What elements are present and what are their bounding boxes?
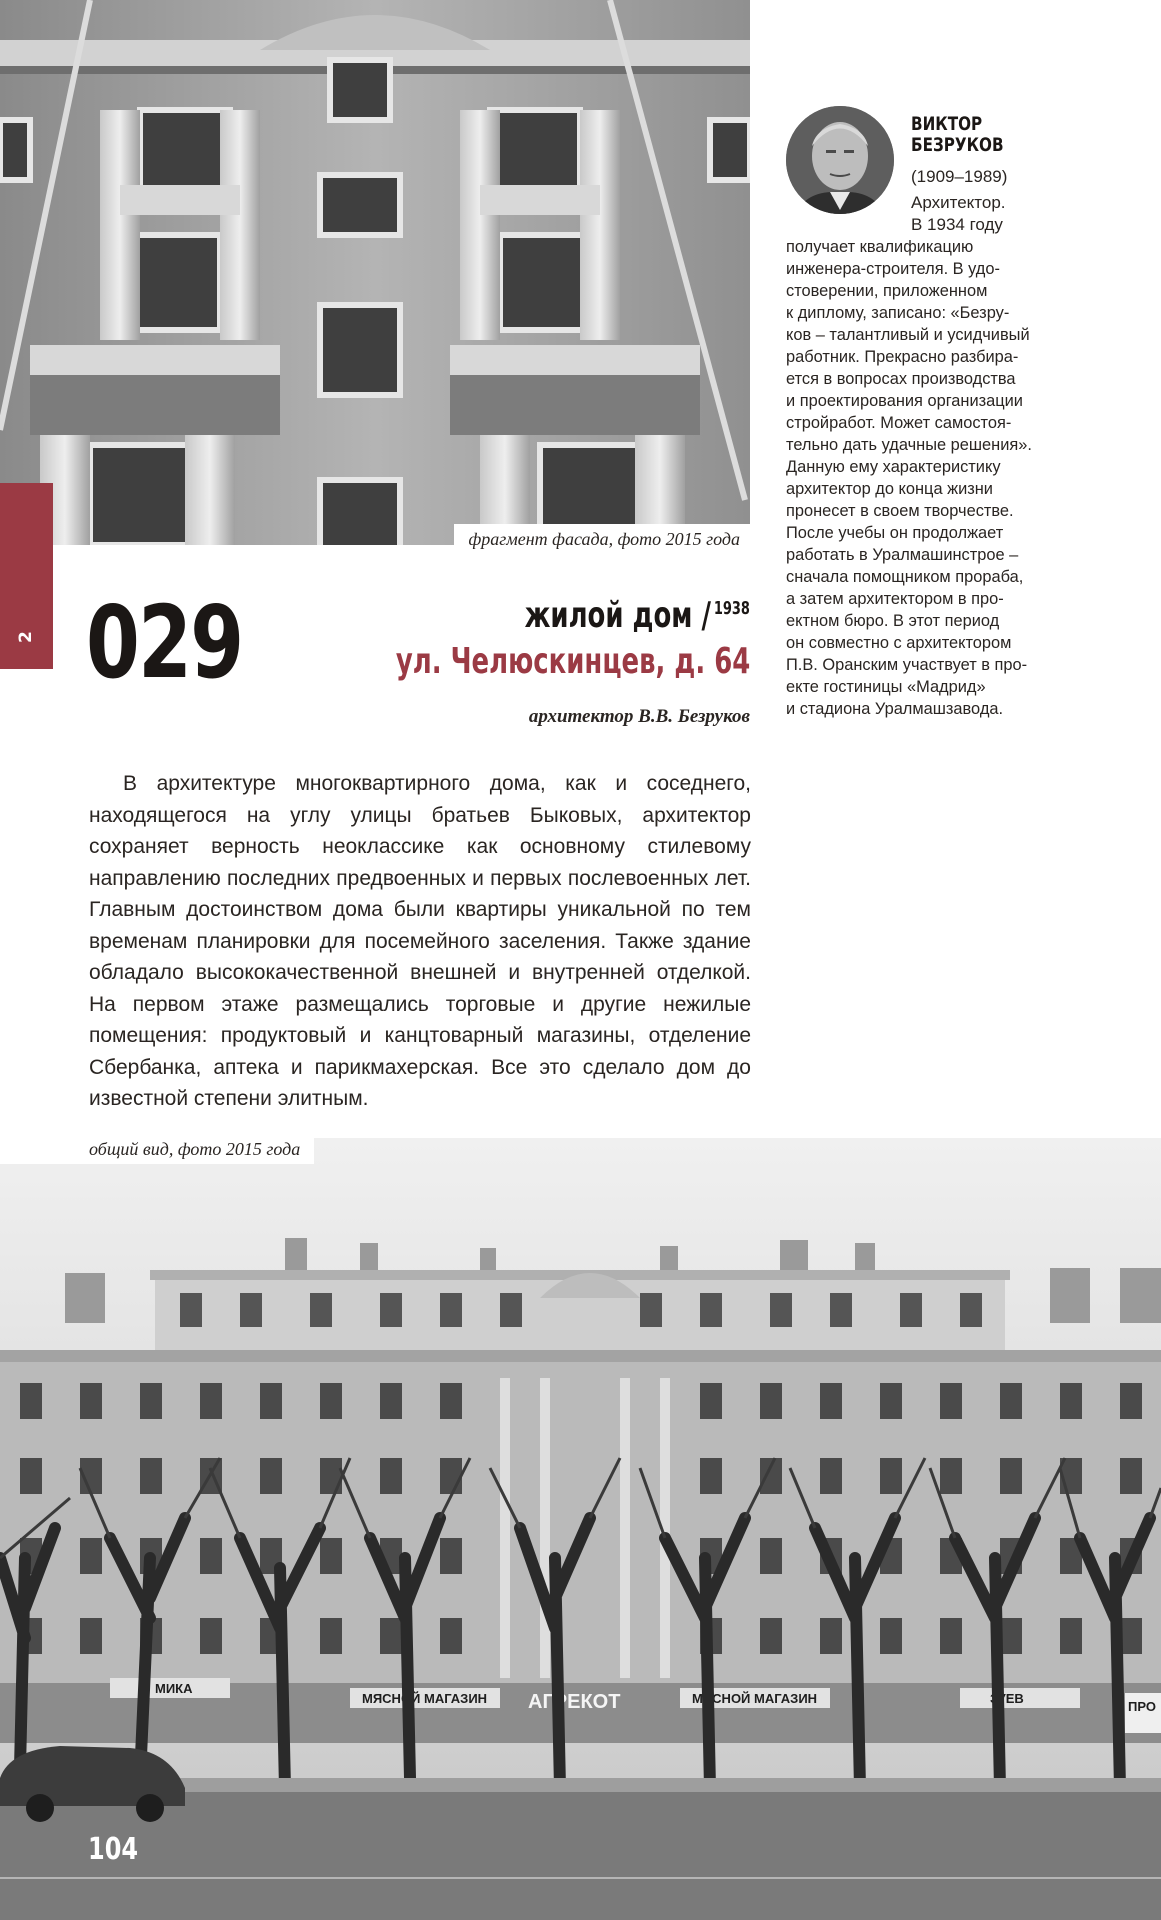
- entry-address: ул. Челюскинцев, д. 64: [395, 641, 750, 682]
- entry-body-text: В архитектуре многоквартирного дома, как и соседнего, находящегося на углу улицы братьев Быковых, архитектор сохраняет верность неоклассике как основному стилевому направлению последних предвоенных и первых послевоенных лет. Главным достоинством дома были квартиры уникальной по тем временам планировки для посемейного заселения. Также здание обладало высококачественной внешней и внутренней отделкой. На первом этаже размещались торговые и другие нежилые помещения: продуктовый и канцтоварный магазины, отделение Сбербанка, аптека и парикмахерская. Все это сделало дом до известной степени элитным.: [89, 772, 751, 1110]
- page-number: 104: [88, 1832, 139, 1867]
- storefront-sign: МЯСНОЙ МАГАЗИН: [692, 1691, 818, 1706]
- biography-last-name: БЕЗРУКОВ: [911, 134, 1004, 156]
- entry-title: [525, 596, 750, 636]
- biography-name: [911, 114, 1004, 156]
- storefront-sign: ПРО: [1128, 1699, 1156, 1714]
- storefront-sign: АГРЕКОТ: [528, 1691, 621, 1713]
- general-view-photo: [0, 1138, 1161, 1920]
- biography-first-name: ВИКТОР: [911, 113, 983, 135]
- biography-intro: [911, 192, 1006, 236]
- chapter-tab-number: 2: [16, 631, 36, 643]
- entry-title-text: жилой дом /: [524, 595, 712, 636]
- architect-portrait: [786, 106, 894, 214]
- biography-text: получает квалификацию инженера-строителя. В удо- стоверении, приложенном к диплому, записано: «Безру- ков – талантливый и усидчивый работник. Прекрасно разбира- ется в вопросах производства и проектирования организации стройработ. Может самостоя- тельно дать удачные решения». Данную ему характеристику архитектор до конца жизни пронесет в своем творчестве. После учебы он продолжает работать в Уралмашинстрое – сначала помощником прораба, а затем архитектором в про- ектном бюро. В этот период он совместно с архитектором П.В. Оранским участвует в про- екте гостиницы «Мадрид» и стадиона Уралмашзавода.: [786, 238, 1032, 718]
- biography-years: (1909–1989): [911, 167, 1008, 186]
- storefront-sign: МЯСНОЙ МАГАЗИН: [362, 1691, 488, 1706]
- entry-year: 1938: [713, 598, 750, 619]
- storefront-sign: ЗУЕВ: [990, 1691, 1024, 1706]
- general-photo-caption: общий вид, фото 2015 года: [0, 1134, 314, 1164]
- facade-photo-caption: фрагмент фасада, фото 2015 года: [454, 524, 750, 554]
- entry-number: 029: [86, 584, 243, 701]
- biography-intro-line2: В 1934 году: [911, 215, 1003, 234]
- storefront-sign: МИКА: [155, 1681, 193, 1696]
- entry-architect: архитектор В.В. Безруков: [528, 706, 750, 727]
- biography-intro-line1: Архитектор.: [911, 193, 1006, 212]
- facade-fragment-photo: [0, 0, 750, 545]
